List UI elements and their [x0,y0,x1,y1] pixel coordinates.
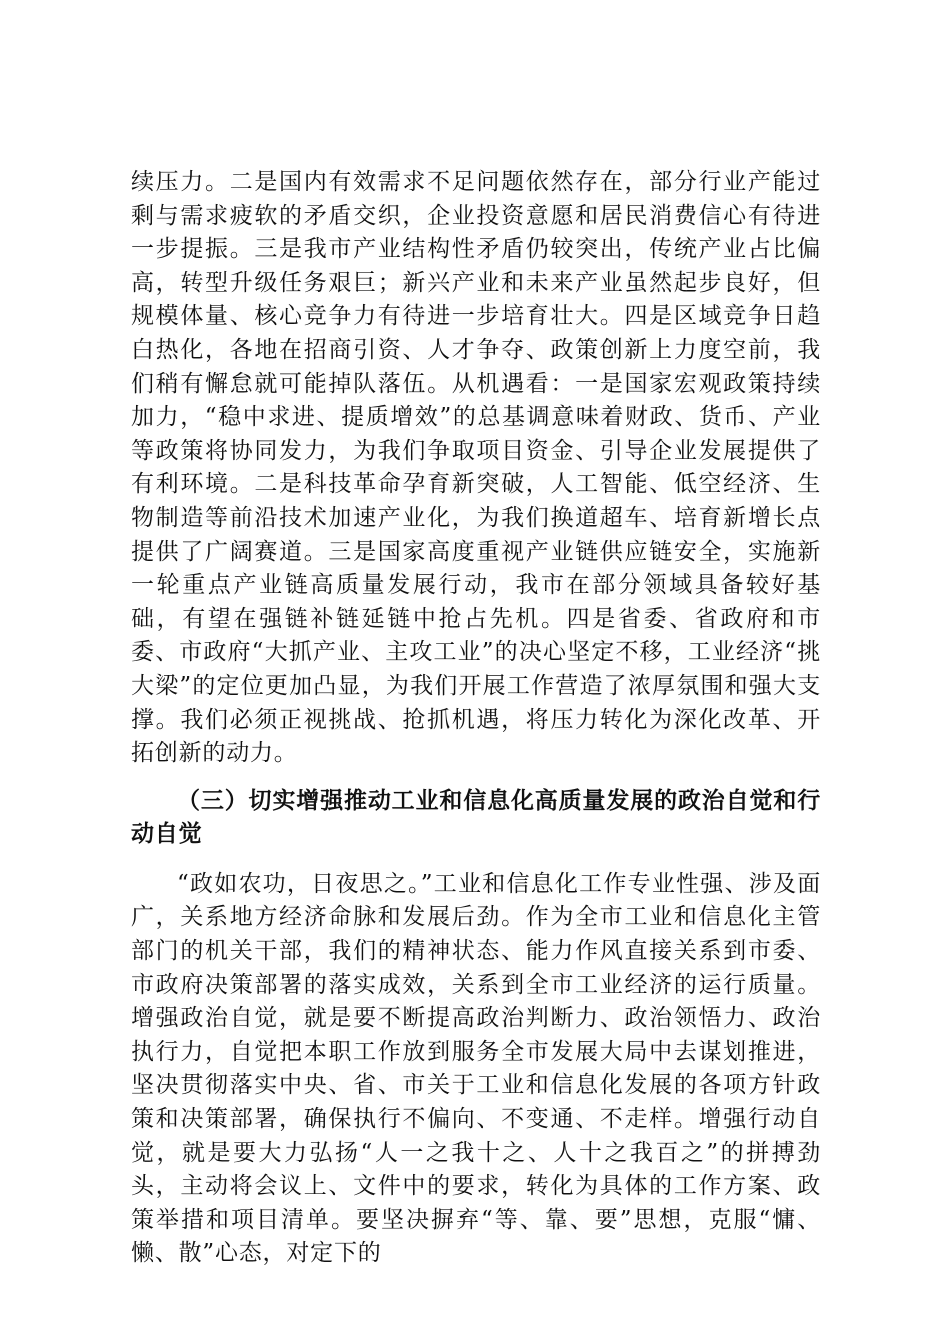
body-paragraph-continuation: 续压力。二是国内有效需求不足问题依然存在，部分行业产能过剩与需求疲软的矛盾交织，企业投资意愿和居民消费信心有待进一步提振。三是我市产业结构性矛盾仍较突出，传统产业占比偏高，转型升级任务艰巨；新兴产业和未来产业虽然起步良好，但规模体量、核心竞争力有待进一步培育壮大。四是区域竞争日趋白热化，各地在招商引资、人才争夺、政策创新上力度空前，我们稍有懈怠就可能掉队落伍。从机遇看：一是国家宏观政策持续加力，“稳中求进、提质增效”的总基调意味着财政、货币、产业等政策将协同发力，为我们争取项目资金、引导企业发展提供了有利环境。二是科技革命孕育新突破，人工智能、低空经济、生物制造等前沿技术加速产业化，为我们换道超车、培育新增长点提供了广阔赛道。三是国家高度重视产业链供应链安全，实施新一轮重点产业链高质量发展行动，我市在部分领域具备较好基础，有望在强链补链延链中抢占先机。四是省委、省政府和市委、市政府“大抓产业、主攻工业”的决心坚定不移，工业经济“挑大梁”的定位更加凸显，为我们开展工作营造了浓厚氛围和强大支撑。我们必须正视挑战、抢抓机遇，将压力转化为深化改革、开拓创新的动力。 [131,169,821,767]
document-body [131,166,821,1271]
section-heading: （三）切实增强推动工业和信息化高质量发展的政治自觉和行动自觉 [131,787,821,848]
body-paragraph: “政如农功，日夜思之。”工业和信息化工作专业性强、涉及面广，关系地方经济命脉和发展后劲。作为全市工业和信息化主管部门的机关干部，我们的精神状态、能力作风直接关系到市委、市政府决策部署的落实成效，关系到全市工业经济的运行质量。增强政治自觉，就是要不断提高政治判断力、政治领悟力、政治执行力，自觉把本职工作放到服务全市发展大局中去谋划推进，坚决贯彻落实中央、省、市关于工业和信息化发展的各项方针政策和决策部署，确保执行不偏向、不变通、不走样。增强行动自觉，就是要大力弘扬“人一之我十之、人十之我百之”的拼搏劲头，主动将会议上、文件中的要求，转化为具体的工作方案、政策举措和项目清单。要坚决摒弃“等、靠、要”思想，克服“慵、懒、散”心态，对定下的 [131,870,821,1267]
